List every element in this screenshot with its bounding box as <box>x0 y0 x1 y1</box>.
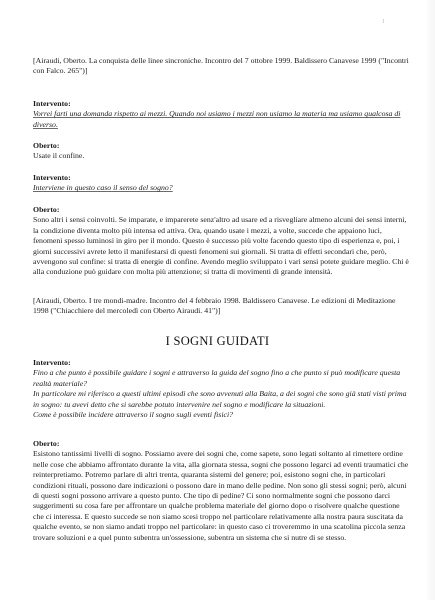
speaker-label: Intervento: <box>33 99 71 108</box>
answer-text: Esistono tantissimi livelli di sogno. Possiamo avere dei sogni che, come sapete, sono legati soltanto al rimettere ordine nelle cose che abbiamo affrontato durante la vita, alla giornata stessa, sogni che possono legarci ad eventi traumatici che reinterpretiamo. Potremo parlare di altri trenta, quaranta sistemi del genere; poi, esistono sogni che, in particolari condizioni rituali, possono dare indicazioni o possono dare in mano delle pedine. Non sono gli stessi sogni; però, alcuni di questi sogni possono arrivare a questo punto. Che tipo di pedine? Ci sono normalmente sogni che possono darci suggerimenti su cosa fare per affrontare un qualche problema materiale del giorno dopo o risolvere qualche questione che ci interessa. E questo succede se non siamo scesi troppo nel particolare relativamente alla nostra paura suscitata da qualche evento, se non siamo andati troppo nel particolare: in questo caso ci troveremmo in una scatolina piccola senza trovare soluzioni e a quel punto subentra un'ossessione, subentra un sistema che si nutre di se stesso. <box>33 449 409 542</box>
question-3 <box>33 358 411 420</box>
question-1 <box>33 99 411 130</box>
answer-text: Usate il confine. <box>33 151 85 161</box>
question-text-closing: Come è possibile incidere attraverso il sogno sugli eventi fisici? <box>33 410 234 420</box>
speaker-label: Intervento: <box>33 173 71 182</box>
reference-citation-2 <box>33 296 411 317</box>
speaker-label: Intervento: <box>33 358 71 367</box>
speaker-label: Oberto: <box>33 439 60 448</box>
question-text: Vorrei farti una domanda rispetto ai mezzi. Quando noi usiamo i mezzi non usiamo la materia ma usiamo qualcosa di diverso. <box>33 109 401 129</box>
question-text: Fino a che punto è possibile guidare i sogni e attraverso la guida del sogno fino a che punto si può modificare questa realtà materiale? <box>33 368 401 388</box>
speaker-label: Oberto: <box>33 205 60 214</box>
reference-citation-1 <box>33 56 411 77</box>
reference-text: [Airaudi, Oberto. I tre mondi-madre. Incontro del 4 febbraio 1998. Baldissero Canavese. Le edizioni di Meditazione 1998 ("Chiacchiere del mercoledì con Oberto Airaudi. 41")] <box>33 296 396 316</box>
answer-3 <box>33 439 411 543</box>
question-text-continued: In particolare mi riferisco a questi ultimi episodi che sono avvenuti alla Baita, a dei sogni che sono già stati visti prima in sogno: tu avevi detto che si sarebbe potuto intervenire nel sogno e modificare la situazioni. <box>33 389 407 409</box>
section-title: I SOGNI GUIDATI <box>165 334 270 348</box>
speaker-label: Oberto: <box>33 141 60 150</box>
answer-1 <box>33 141 411 162</box>
page-mark: 1 <box>382 19 385 25</box>
reference-text: [Airaudi, Oberto. La conquista delle linee sincroniche. Incontro del 7 ottobre 1999. Baldissero Canavese 1999 ("Incontri con Falco. 265")] <box>33 56 409 76</box>
question-text: Interviene in questo caso il senso del sogno? <box>33 183 173 193</box>
question-2 <box>33 173 411 194</box>
answer-text: Sono altri i sensi coinvolti. Se imparate, e imparerete senz'altro ad usare ed a risvegliare almeno alcuni dei sensi interni, la condizione diventa molto più intensa ed attiva. Ora, quando usate i mezzi, a volte, succede che appaiono luci, fenomeni spesso luminosi in giro per il mondo. Questo è successo più volte facendo questo tipo di esperienza e, poi, i giorni successivi avrete letto il manifestarsi di questi fenomeni sui giornali. Si tratta di effetti secondari che, però, avvengono sul confine: si tratta di energie di confine. Avendo meglio sviluppato i vari sensi potete guidare meglio. Chi è alla conduzione può guidare con molta più attenzione; si tratta di movimenti di grande intensità. <box>33 215 409 277</box>
answer-2 <box>33 205 411 278</box>
scan-edge-shadow <box>424 0 435 600</box>
